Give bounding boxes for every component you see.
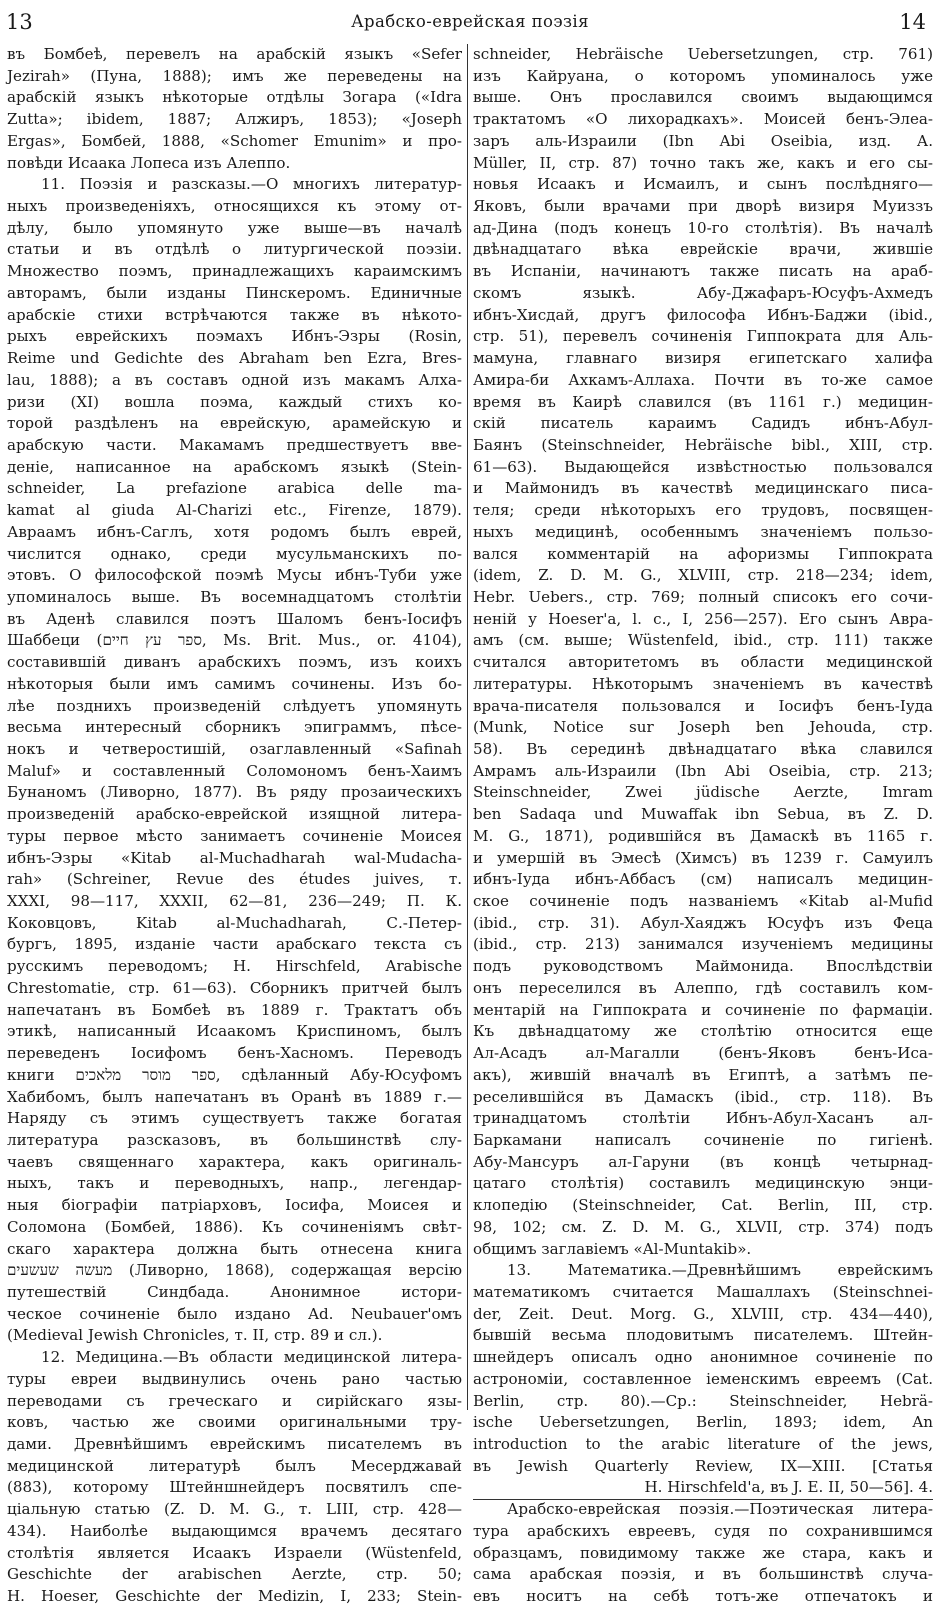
text-line: Hebr. Uebers., стр. 769; полный списокъ его сочи-	[473, 587, 933, 606]
text-line: (ibid., стр. 31). Абул-Хаяджъ Юсуфъ изъ Феца	[473, 913, 933, 932]
text-line: Geschichte der arabischen Aerzte, стр. 50;	[7, 1565, 462, 1584]
text-line: Бунаномъ (Ливорно, 1877). Въ ряду прозаическихъ	[7, 783, 462, 802]
text-line: kamat al giuda Al-Charizi etc., Firenze, 1879).	[7, 501, 462, 520]
text-line: туры первое мѣсто занимаетъ сочиненіе Моисея	[7, 826, 462, 845]
text-line: вался комментарій на афоризмы Гиппократа	[473, 544, 933, 563]
text-line: математикомъ считается Машаллахъ (Steinschnei-	[473, 1282, 933, 1301]
text-line: въ Аденѣ славился поэтъ Шаломъ бенъ-Іосифъ	[7, 609, 462, 628]
text-line: астрономіи, составленное іеменскимъ евреемъ (Cat.	[473, 1369, 933, 1388]
text-line: и умершій въ Эмесѣ (Химсъ) въ 1239 г. Самуилъ	[473, 848, 933, 867]
text-line: Арабско-еврейская поэзія.—Поэтическая литера-	[507, 1500, 933, 1519]
text-line: врача-писателя пользовался и Іосифъ бенъ-Іуда	[473, 696, 933, 715]
text-line: произведеній арабско-еврейской изящной литера-	[7, 805, 462, 824]
text-line: (Munk, Notice sur Joseph ben Jehouda, стр.	[473, 718, 933, 737]
text-line: цатаго столѣтія) составилъ медицинскую энци-	[473, 1174, 933, 1193]
text-line: Steinschneider, Zwei jüdische Aerzte, Imram	[473, 783, 933, 802]
text-line: ибнъ-Хисдай, другъ философа Ибнъ-Баджи (ibid.,	[473, 305, 933, 324]
text-line: бывшій весьма плодовитымъ писателемъ. Штейн-	[473, 1326, 933, 1345]
text-line: дѣлу, было упомянуто уже выше—въ началѣ	[7, 218, 462, 237]
text-line: ныхъ, такъ и переводныхъ, напр., легендар-	[7, 1174, 462, 1193]
text-line: напечатанъ въ Бомбеѣ въ 1889 г. Трактатъ объ	[7, 1000, 462, 1019]
text-line: מעשה שעשעים (Ливорно, 1868), содержащая версію	[7, 1261, 462, 1280]
text-line: ческое сочиненіе было издано Ad. Neubauer'омъ	[7, 1304, 462, 1323]
running-header	[6, 10, 934, 34]
text-line: Reime und Gedichte des Abraham ben Ezra, Bres-	[7, 349, 462, 368]
text-line: скаго характера должна быть отнесена книга	[7, 1239, 462, 1258]
text-line: общимъ заглавіемъ «Al-Muntakib».	[473, 1239, 752, 1258]
text-line: двѣнадцатаго вѣка еврейскіе врачи, жившіе	[473, 240, 933, 259]
text-line: путешествій Синдбада. Анонимное истори-	[7, 1282, 462, 1301]
text-line: 61—63). Выдающейся извѣстностью пользовался	[473, 457, 933, 476]
text-line: трактатомъ «О лихорадкахъ». Моисей бенъ-Элеа-	[473, 110, 933, 129]
text-line: неній у Hoeser'a, l. c., I, 256—257). Его сынъ Авра-	[473, 609, 933, 628]
text-line: изъ Кайруана, о которомъ упоминалось уже	[473, 66, 933, 85]
text-line: тринадцатомъ столѣтіи Ибнъ-Абул-Хасанъ ал-	[473, 1109, 933, 1128]
text-line: ад-Дина (подъ конецъ 10-го столѣтія). Въ началѣ	[473, 218, 933, 237]
text-line: клопедію (Steinschneider, Cat. Berlin, III, стр.	[473, 1196, 933, 1215]
text-line: ben Sadaqa und Muwaffak ibn Sebua, въ Z. D.	[473, 805, 933, 824]
text-line: Коковцовъ, Kitab al-Muchadharah, С.-Петер-	[7, 913, 462, 932]
text-line: торой раздѣленъ на еврейскую, арамейскую и	[7, 414, 462, 433]
text-line: сама арабская поэзія, и въ большинствѣ случа-	[473, 1565, 933, 1584]
text-line: шнейдеръ описалъ одно анонимное сочиненіе по	[473, 1348, 933, 1367]
page-number-left: 13	[6, 10, 33, 34]
text-line: весьма интересный сборникъ эпиграммъ, пѣсе-	[7, 718, 462, 737]
text-line: авторамъ, были изданы Пинскеромъ. Единичные	[7, 283, 462, 302]
text-line: 13. Математика.—Древнѣйшимъ еврейскимъ	[507, 1261, 933, 1280]
text-line: этовъ. О философской поэмѣ Мусы ибнъ-Туби уже	[7, 566, 462, 585]
text-line: Ал-Асадъ ал-Магалли (бенъ-Яковъ бенъ-Иса-	[473, 1044, 933, 1063]
text-line: нѣкоторыя были имъ самимъ сочинены. Изъ бо-	[7, 674, 462, 693]
text-line: Множество поэмъ, принадлежащихъ караимскимъ	[7, 262, 462, 281]
text-line: въ Jewish Quarterly Review, IX—XIII. [Статья	[473, 1456, 933, 1475]
text-line: 12. Медицина.—Въ области медицинской литера-	[41, 1348, 462, 1367]
text-line: составившій диванъ арабскихъ поэмъ, изъ коихъ	[7, 653, 462, 672]
text-line: выше. Онъ прославился своимъ выдающимся	[473, 88, 933, 107]
text-line: столѣтія является Исаакъ Израели (Wüstenfeld,	[7, 1543, 462, 1562]
text-line: считался авторитетомъ въ области медицинской	[473, 653, 933, 672]
text-line: теля; среди нѣкоторыхъ его трудовъ, посвящен-	[473, 501, 933, 520]
right-column	[473, 44, 933, 1606]
text-line: медицинской литературѣ былъ Месерджавай	[7, 1456, 462, 1475]
text-line: ибнъ-Эзры «Kitab al-Muchadharah wal-Mudacha-	[7, 848, 462, 867]
text-line: ибнъ-Іуда ибнъ-Аббасъ (см) написалъ медицин-	[473, 870, 933, 889]
text-line: лѣе позднихъ произведеній слѣдуетъ упомянуть	[7, 696, 462, 715]
text-line: der, Zeit. Deut. Morg. G., XLVIII, стр. 434—440),	[473, 1304, 933, 1323]
text-line: ское сочиненіе подъ названіемъ «Kitab al-Mufid	[473, 892, 933, 911]
text-line: ische Uebersetzungen, Berlin, 1893; idem, An	[473, 1413, 933, 1432]
text-line: стр. 51), перевелъ сочиненія Гиппократа для Аль-	[473, 327, 933, 346]
text-line: Müller, II, стр. 87) точно такъ же, какъ и его сы-	[473, 153, 933, 172]
text-line: Наряду съ этимъ существуетъ также богатая	[7, 1109, 462, 1128]
text-line: H. Hirschfeld'a, въ J. E. II, 50—56]. 4.	[644, 1478, 933, 1497]
text-line: 434). Наиболѣе выдающимся врачемъ десятаго	[7, 1521, 462, 1540]
text-line: Яковъ, были врачами при дворѣ визиря Муиззъ	[473, 197, 933, 216]
text-line: этикѣ, написанный Исаакомъ Криспиномъ, былъ	[7, 1022, 462, 1041]
text-line: 58). Въ серединѣ двѣнадцатаго вѣка славился	[473, 740, 933, 758]
text-line: Chrestomatie, стр. 61—63). Сборникъ притчей былъ	[7, 978, 462, 997]
text-line: ризи (XI) вошла поэма, каждый стихъ ко-	[7, 392, 462, 411]
text-line: реселившійся въ Дамаскъ (ibid., стр. 118). Въ	[473, 1087, 933, 1106]
text-line: Maluf» и составленный Соломономъ бенъ-Хаимъ	[7, 761, 462, 780]
text-line: арабскіе стихи встрѣчаются также въ нѣкото-	[7, 305, 462, 324]
left-column	[7, 44, 462, 1606]
text-line: 11. Поэзія и разсказы.—О многихъ литератур-	[41, 175, 462, 194]
text-line: Баянъ (Steinschneider, Hebräische bibl., XIII, стр.	[473, 435, 933, 454]
text-line: деніе, написанное на арабскомъ языкѣ (Stein-	[7, 457, 462, 476]
text-line: rah» (Schreiner, Revue des études juives, т.	[7, 870, 462, 889]
text-line: скомъ языкѣ. Абу-Джафаръ-Юсуфъ-Ахмедъ	[473, 283, 933, 302]
text-line: время въ Каирѣ славился (въ 1161 г.) медицин-	[473, 392, 933, 411]
text-line: ныхъ произведеніяхъ, относящихся къ этому от-	[7, 197, 462, 216]
text-line: тура арабскихъ евреевъ, судя по сохранившимся	[473, 1521, 933, 1540]
column-rule	[467, 44, 468, 1410]
text-line: заръ аль-Израили (Ibn Abi Oseibia, изд. А.	[473, 131, 933, 150]
text-line: (Medieval Jewish Chronicles, т. II, стр. 89 и сл.).	[7, 1326, 383, 1345]
text-line: бургъ, 1895, изданіе части арабскаго текста съ	[7, 935, 462, 954]
text-line: Амира-би Ахкамъ-Аллаха. Почти въ то-же самое	[473, 370, 933, 389]
text-line: Соломона (Бомбей, 1886). Къ сочиненіямъ свѣт-	[7, 1217, 462, 1236]
text-line: Баркамани написалъ сочиненіе по гигіенѣ.	[473, 1130, 933, 1149]
text-line: lau, 1888); а въ составъ одной изъ макамъ Алха-	[7, 370, 462, 389]
text-line: ныя біографіи патріарховъ, Іосифа, Моисея и	[7, 1196, 462, 1215]
text-line: подъ руководствомъ Маймонида. Впослѣдствіи	[473, 957, 933, 976]
text-line: мамуна, главнаго визиря египетскаго халифа	[473, 349, 933, 368]
text-line: евъ носитъ на себѣ тотъ-же отпечатокъ и	[473, 1587, 933, 1606]
text-line: упоминалось выше. Въ восемнадцатомъ столѣтіи	[7, 587, 462, 606]
text-line: нокъ и четверостишій, озаглавленный «Safinah	[7, 740, 462, 758]
text-line: переводами съ греческаго и сирійскаго язы-	[7, 1391, 462, 1410]
text-line: (idem, Z. D. M. G., XLVIII, стр. 218—234; idem,	[473, 566, 933, 585]
text-line: и Маймонидъ въ качествѣ медицинскаго писа-	[473, 479, 933, 498]
text-line: литературы. Нѣкоторымъ значеніемъ въ качествѣ	[473, 674, 933, 693]
article-separator	[473, 1499, 933, 1500]
text-line: Berlin, стр. 80).—Ср.: Steinschneider, Hebrä-	[473, 1391, 933, 1410]
text-line: ціальную статью (Z. D. M. G., т. LIII, стр. 428—	[7, 1500, 462, 1519]
text-line: туры евреи выдвинулись очень рано частью	[7, 1369, 462, 1388]
text-line: скій писатель караимъ Садидъ ибнъ-Абул-	[473, 414, 933, 433]
text-line: повѣди Исаака Лопеса изъ Алеппо.	[7, 153, 291, 172]
text-line: акъ), жившій вначалѣ въ Египтѣ, а затѣмъ пе-	[473, 1065, 933, 1084]
text-line: Къ двѣнадцатому же столѣтію относится еще	[473, 1022, 933, 1041]
text-line: Хабибомъ, былъ напечатанъ въ Оранѣ въ 1889 г.—	[7, 1087, 462, 1106]
text-line: Шаббеци (ספר עץ חיים, Ms. Brit. Mus., or. 4104),	[7, 631, 462, 650]
text-line: Jezirah» (Пуна, 1888); имъ же переведены на	[7, 66, 462, 85]
text-line: арабскую части. Макамамъ предшествуетъ вве-	[7, 435, 462, 454]
text-line: Zutta»; ibidem, 1887; Алжиръ, 1853); «Joseph	[7, 110, 462, 129]
text-line: онъ переселился въ Алеппо, гдѣ составилъ ком-	[473, 978, 933, 997]
text-line: арабскій языкъ нѣкоторые отдѣлы Зогара («Idra	[7, 88, 462, 107]
text-line: числится однако, среди мусульманскихъ по-	[7, 544, 462, 563]
text-line: переведенъ Іосифомъ бенъ-Хасномъ. Переводъ	[7, 1044, 462, 1063]
text-line: Авраамъ ибнъ-Саглъ, хотя родомъ былъ еврей,	[7, 522, 462, 541]
text-line: ковъ, частью же своими оригинальными тру-	[7, 1413, 462, 1432]
page-number-right: 14	[899, 10, 926, 34]
text-line: дами. Древнѣйшимъ еврейскимъ писателемъ въ	[7, 1435, 462, 1453]
text-line: XXXI, 98—117, XXXII, 62—81, 236—249; П. К.	[7, 892, 462, 911]
text-line: schneider, La prefazione arabica delle ma-	[7, 479, 462, 498]
text-line: ныхъ медицинѣ, особеннымъ значеніемъ пользо-	[473, 522, 933, 541]
text-line: Ergas», Бомбей, 1888, «Schomer Emunim» и про-	[7, 131, 462, 150]
text-line: литература разсказовъ, въ большинствѣ слу-	[7, 1130, 462, 1149]
text-line: статьи и въ отдѣлѣ о литургической поэзіи.	[7, 240, 462, 259]
text-line: новья Исаакъ и Исмаилъ, и сынъ послѣдняго—	[473, 175, 933, 194]
text-line: амъ (см. выше; Wüstenfeld, ibid., стр. 111) также	[473, 631, 933, 650]
running-title: Арабско-еврейская поэзія	[351, 12, 589, 31]
text-line: 98, 102; см. Z. D. M. G., XLVII, стр. 374) подъ	[473, 1217, 933, 1236]
text-line: introduction to the arabic literature of the jews,	[473, 1435, 933, 1453]
text-line: Абу-Мансуръ ал-Гаруни (въ концѣ четырнад-	[473, 1152, 933, 1171]
text-line: въ Испаніи, начинаютъ также писать на араб-	[473, 262, 933, 281]
text-line: H. Hoeser, Geschichte der Medizin, I, 233; Stein-	[7, 1587, 462, 1606]
text-line: Амрамъ аль-Израили (Ibn Abi Oseibia, стр. 213;	[473, 761, 933, 780]
text-line: чаевъ священнаго характера, какъ оригиналь-	[7, 1152, 462, 1171]
text-line: въ Бомбеѣ, перевелъ на арабскій языкъ «Sefer	[7, 45, 462, 63]
text-line: образцамъ, повидимому также же стара, какъ и	[473, 1543, 933, 1562]
text-line: рыхъ еврейскихъ поэмахъ Ибнъ-Эзры (Rosin,	[7, 327, 462, 346]
text-line: русскимъ переводомъ; H. Hirschfeld, Arabische	[7, 957, 462, 976]
text-line: книги ספר מוסר מלאכים, сдѣланный Абу-Юсуфомъ	[7, 1065, 462, 1084]
text-line: (ibid., стр. 213) занимался изученіемъ медицины	[473, 935, 933, 954]
text-line: (883), которому Штейншнейдеръ посвятилъ спе-	[7, 1478, 462, 1497]
text-line: schneider, Hebräische Uebersetzungen, стр. 761)	[473, 45, 933, 63]
text-line: M. G., 1871), родившійся въ Дамаскѣ въ 1165 г.	[473, 826, 933, 845]
text-line: ментарій на Гиппократа и сочиненіе по фармаціи.	[473, 1000, 933, 1019]
